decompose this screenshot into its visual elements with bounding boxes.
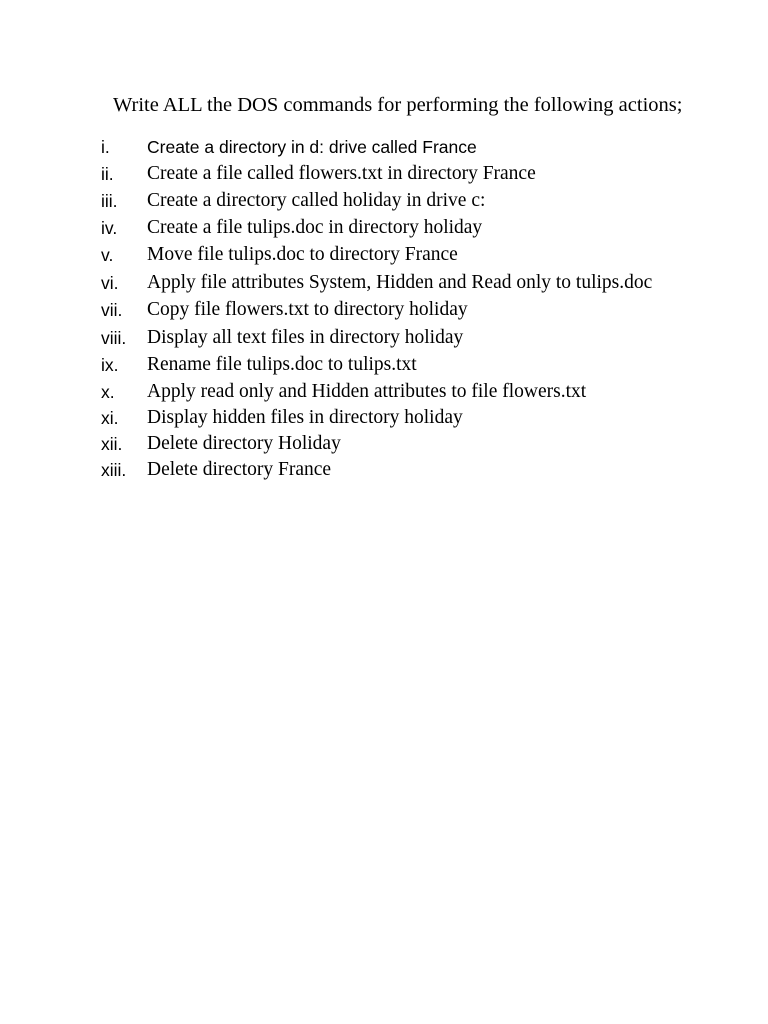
list-numeral: viii. bbox=[101, 328, 127, 348]
list-item bbox=[0, 431, 768, 457]
list-item bbox=[0, 270, 768, 296]
list-item bbox=[0, 457, 768, 483]
list-item-text: Create a file tulips.doc in directory holiday bbox=[147, 217, 483, 238]
list-numeral: vi. bbox=[101, 273, 119, 293]
list-item bbox=[0, 352, 768, 378]
list-numeral: i. bbox=[101, 137, 110, 157]
list-item-text: Display hidden files in directory holiday bbox=[147, 407, 463, 428]
list-item-text: Display all text files in directory holiday bbox=[147, 327, 464, 348]
list-item-text: Apply read only and Hidden attributes to file flowers.txt bbox=[147, 381, 587, 402]
list-item-text: Create a file called flowers.txt in directory France bbox=[147, 163, 536, 184]
instruction-heading: Write ALL the DOS commands for performing the following actions; bbox=[113, 94, 683, 116]
list-item-text: Copy file flowers.txt to directory holiday bbox=[147, 299, 468, 320]
list-item-text: Delete directory Holiday bbox=[147, 433, 341, 454]
list-item bbox=[0, 405, 768, 431]
list-item-text: Rename file tulips.doc to tulips.txt bbox=[147, 354, 417, 375]
list-numeral: xiii. bbox=[101, 460, 127, 480]
list-item bbox=[0, 188, 768, 214]
list-numeral: xi. bbox=[101, 408, 119, 428]
list-item-text: Delete directory France bbox=[147, 459, 332, 480]
list-numeral: iv. bbox=[101, 218, 118, 238]
list-item-text: Move file tulips.doc to directory France bbox=[147, 244, 458, 265]
list-item-text: Apply file attributes System, Hidden and Read only to tulips.doc bbox=[147, 272, 653, 293]
list-item bbox=[0, 242, 768, 268]
list-item bbox=[0, 325, 768, 351]
list-numeral: v. bbox=[101, 245, 114, 265]
list-numeral: ii. bbox=[101, 164, 114, 184]
list-numeral: vii. bbox=[101, 300, 123, 320]
list-item-text: Create a directory in d: drive called France bbox=[147, 137, 477, 157]
list-item bbox=[0, 379, 768, 405]
list-item bbox=[0, 134, 768, 160]
list-numeral: xii. bbox=[101, 434, 123, 454]
list-item bbox=[0, 161, 768, 187]
list-item-text: Create a directory called holiday in drive c: bbox=[147, 190, 486, 211]
list-numeral: iii. bbox=[101, 191, 118, 211]
list-numeral: ix. bbox=[101, 355, 119, 375]
list-numeral: x. bbox=[101, 382, 115, 402]
list-item bbox=[0, 297, 768, 323]
list-item bbox=[0, 215, 768, 241]
